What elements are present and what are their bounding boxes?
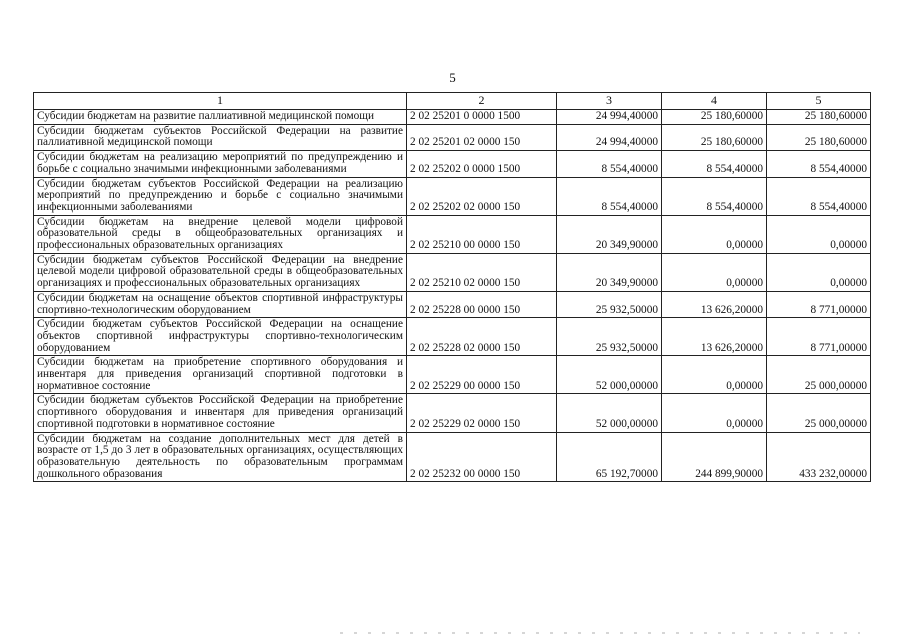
table-row bbox=[34, 356, 871, 394]
row-value-col-3: 8 554,40000 bbox=[557, 177, 662, 215]
row-value-col-5: 8 771,00000 bbox=[767, 291, 871, 317]
row-value-col-3: 20 349,90000 bbox=[557, 253, 662, 291]
row-code: 2 02 25201 02 0000 150 bbox=[407, 124, 557, 150]
row-value-col-5: 25 000,00000 bbox=[767, 394, 871, 432]
row-code: 2 02 25228 00 0000 150 bbox=[407, 291, 557, 317]
row-value-col-4: 13 626,20000 bbox=[662, 318, 767, 356]
header-col-5: 5 bbox=[767, 93, 871, 110]
row-description: Субсидии бюджетам на развитие паллиативной медицинской помощи bbox=[34, 110, 407, 125]
row-code: 2 02 25202 0 0000 1500 bbox=[407, 151, 557, 177]
table-row bbox=[34, 110, 871, 125]
row-value-col-4: 244 899,90000 bbox=[662, 432, 767, 482]
row-description: Субсидии бюджетам на приобретение спортивного оборудования и инвентаря для приведения организаций спортивной подготовки в нормативное состояние bbox=[34, 356, 407, 394]
row-code: 2 02 25232 00 0000 150 bbox=[407, 432, 557, 482]
budget-table bbox=[33, 92, 871, 482]
row-value-col-4: 8 554,40000 bbox=[662, 177, 767, 215]
row-description: Субсидии бюджетам субъектов Российской Федерации на оснащение объектов спортивной инфраструктуры спортивно-технологическим оборудованием bbox=[34, 318, 407, 356]
row-description: Субсидии бюджетам на внедрение целевой модели цифровой образовательной среды в общеобразовательных организациях и профессиональных образовательных организациях bbox=[34, 215, 407, 253]
row-value-col-3: 65 192,70000 bbox=[557, 432, 662, 482]
row-value-col-3: 52 000,00000 bbox=[557, 394, 662, 432]
table-header bbox=[34, 93, 871, 110]
header-col-1: 1 bbox=[34, 93, 407, 110]
row-description: Субсидии бюджетам на создание дополнительных мест для детей в возрасте от 1,5 до 3 лет в образовательных организациях, осуществляющих образовательную деятельность по образовательным программам дошкольного образования bbox=[34, 432, 407, 482]
row-value-col-3: 25 932,50000 bbox=[557, 318, 662, 356]
table-row bbox=[34, 291, 871, 317]
table-row bbox=[34, 432, 871, 482]
header-col-3: 3 bbox=[557, 93, 662, 110]
row-value-col-5: 8 771,00000 bbox=[767, 318, 871, 356]
row-value-col-5: 25 000,00000 bbox=[767, 356, 871, 394]
table-row bbox=[34, 151, 871, 177]
row-value-col-3: 52 000,00000 bbox=[557, 356, 662, 394]
row-code: 2 02 25201 0 0000 1500 bbox=[407, 110, 557, 125]
row-value-col-5: 8 554,40000 bbox=[767, 177, 871, 215]
row-value-col-4: 0,00000 bbox=[662, 394, 767, 432]
row-value-col-3: 24 994,40000 bbox=[557, 124, 662, 150]
row-description: Субсидии бюджетам на оснащение объектов спортивной инфраструктуры спортивно-технологическим оборудованием bbox=[34, 291, 407, 317]
row-value-col-3: 20 349,90000 bbox=[557, 215, 662, 253]
row-description: Субсидии бюджетам субъектов Российской Федерации на приобретение спортивного оборудования и инвентаря для приведения организаций спортивной подготовки в нормативное состояние bbox=[34, 394, 407, 432]
header-col-2: 2 bbox=[407, 93, 557, 110]
header-col-4: 4 bbox=[662, 93, 767, 110]
row-value-col-4: 25 180,60000 bbox=[662, 124, 767, 150]
row-value-col-5: 0,00000 bbox=[767, 253, 871, 291]
row-code: 2 02 25210 00 0000 150 bbox=[407, 215, 557, 253]
page-number: 5 bbox=[449, 70, 456, 85]
row-value-col-4: 0,00000 bbox=[662, 215, 767, 253]
table-row bbox=[34, 253, 871, 291]
row-code: 2 02 25228 02 0000 150 bbox=[407, 318, 557, 356]
row-value-col-4: 8 554,40000 bbox=[662, 151, 767, 177]
table-row bbox=[34, 318, 871, 356]
table-body bbox=[34, 110, 871, 482]
table-row bbox=[34, 215, 871, 253]
row-description: Субсидии бюджетам субъектов Российской Федерации на развитие паллиативной медицинской помощи bbox=[34, 124, 407, 150]
table-row bbox=[34, 177, 871, 215]
row-description: Субсидии бюджетам субъектов Российской Федерации на реализацию мероприятий по предупреждению и борьбе с социально значимыми инфекционными заболеваниями bbox=[34, 177, 407, 215]
row-description: Субсидии бюджетам субъектов Российской Федерации на внедрение целевой модели цифровой образовательной среды в общеобразовательных организациях и профессиональных образовательных организациях bbox=[34, 253, 407, 291]
row-code: 2 02 25229 00 0000 150 bbox=[407, 356, 557, 394]
row-value-col-5: 0,00000 bbox=[767, 215, 871, 253]
row-value-col-3: 24 994,40000 bbox=[557, 110, 662, 125]
row-value-col-5: 433 232,00000 bbox=[767, 432, 871, 482]
row-value-col-3: 8 554,40000 bbox=[557, 151, 662, 177]
scan-artifact bbox=[340, 632, 860, 634]
row-description: Субсидии бюджетам на реализацию мероприятий по предупреждению и борьбе с социально значимыми инфекционными заболеваниями bbox=[34, 151, 407, 177]
header-row bbox=[34, 93, 871, 110]
row-code: 2 02 25202 02 0000 150 bbox=[407, 177, 557, 215]
row-value-col-5: 25 180,60000 bbox=[767, 124, 871, 150]
table-row bbox=[34, 124, 871, 150]
row-code: 2 02 25210 02 0000 150 bbox=[407, 253, 557, 291]
row-value-col-5: 25 180,60000 bbox=[767, 110, 871, 125]
row-value-col-5: 8 554,40000 bbox=[767, 151, 871, 177]
row-value-col-4: 0,00000 bbox=[662, 356, 767, 394]
row-value-col-4: 13 626,20000 bbox=[662, 291, 767, 317]
row-value-col-4: 0,00000 bbox=[662, 253, 767, 291]
row-value-col-3: 25 932,50000 bbox=[557, 291, 662, 317]
row-value-col-4: 25 180,60000 bbox=[662, 110, 767, 125]
row-code: 2 02 25229 02 0000 150 bbox=[407, 394, 557, 432]
table-row bbox=[34, 394, 871, 432]
